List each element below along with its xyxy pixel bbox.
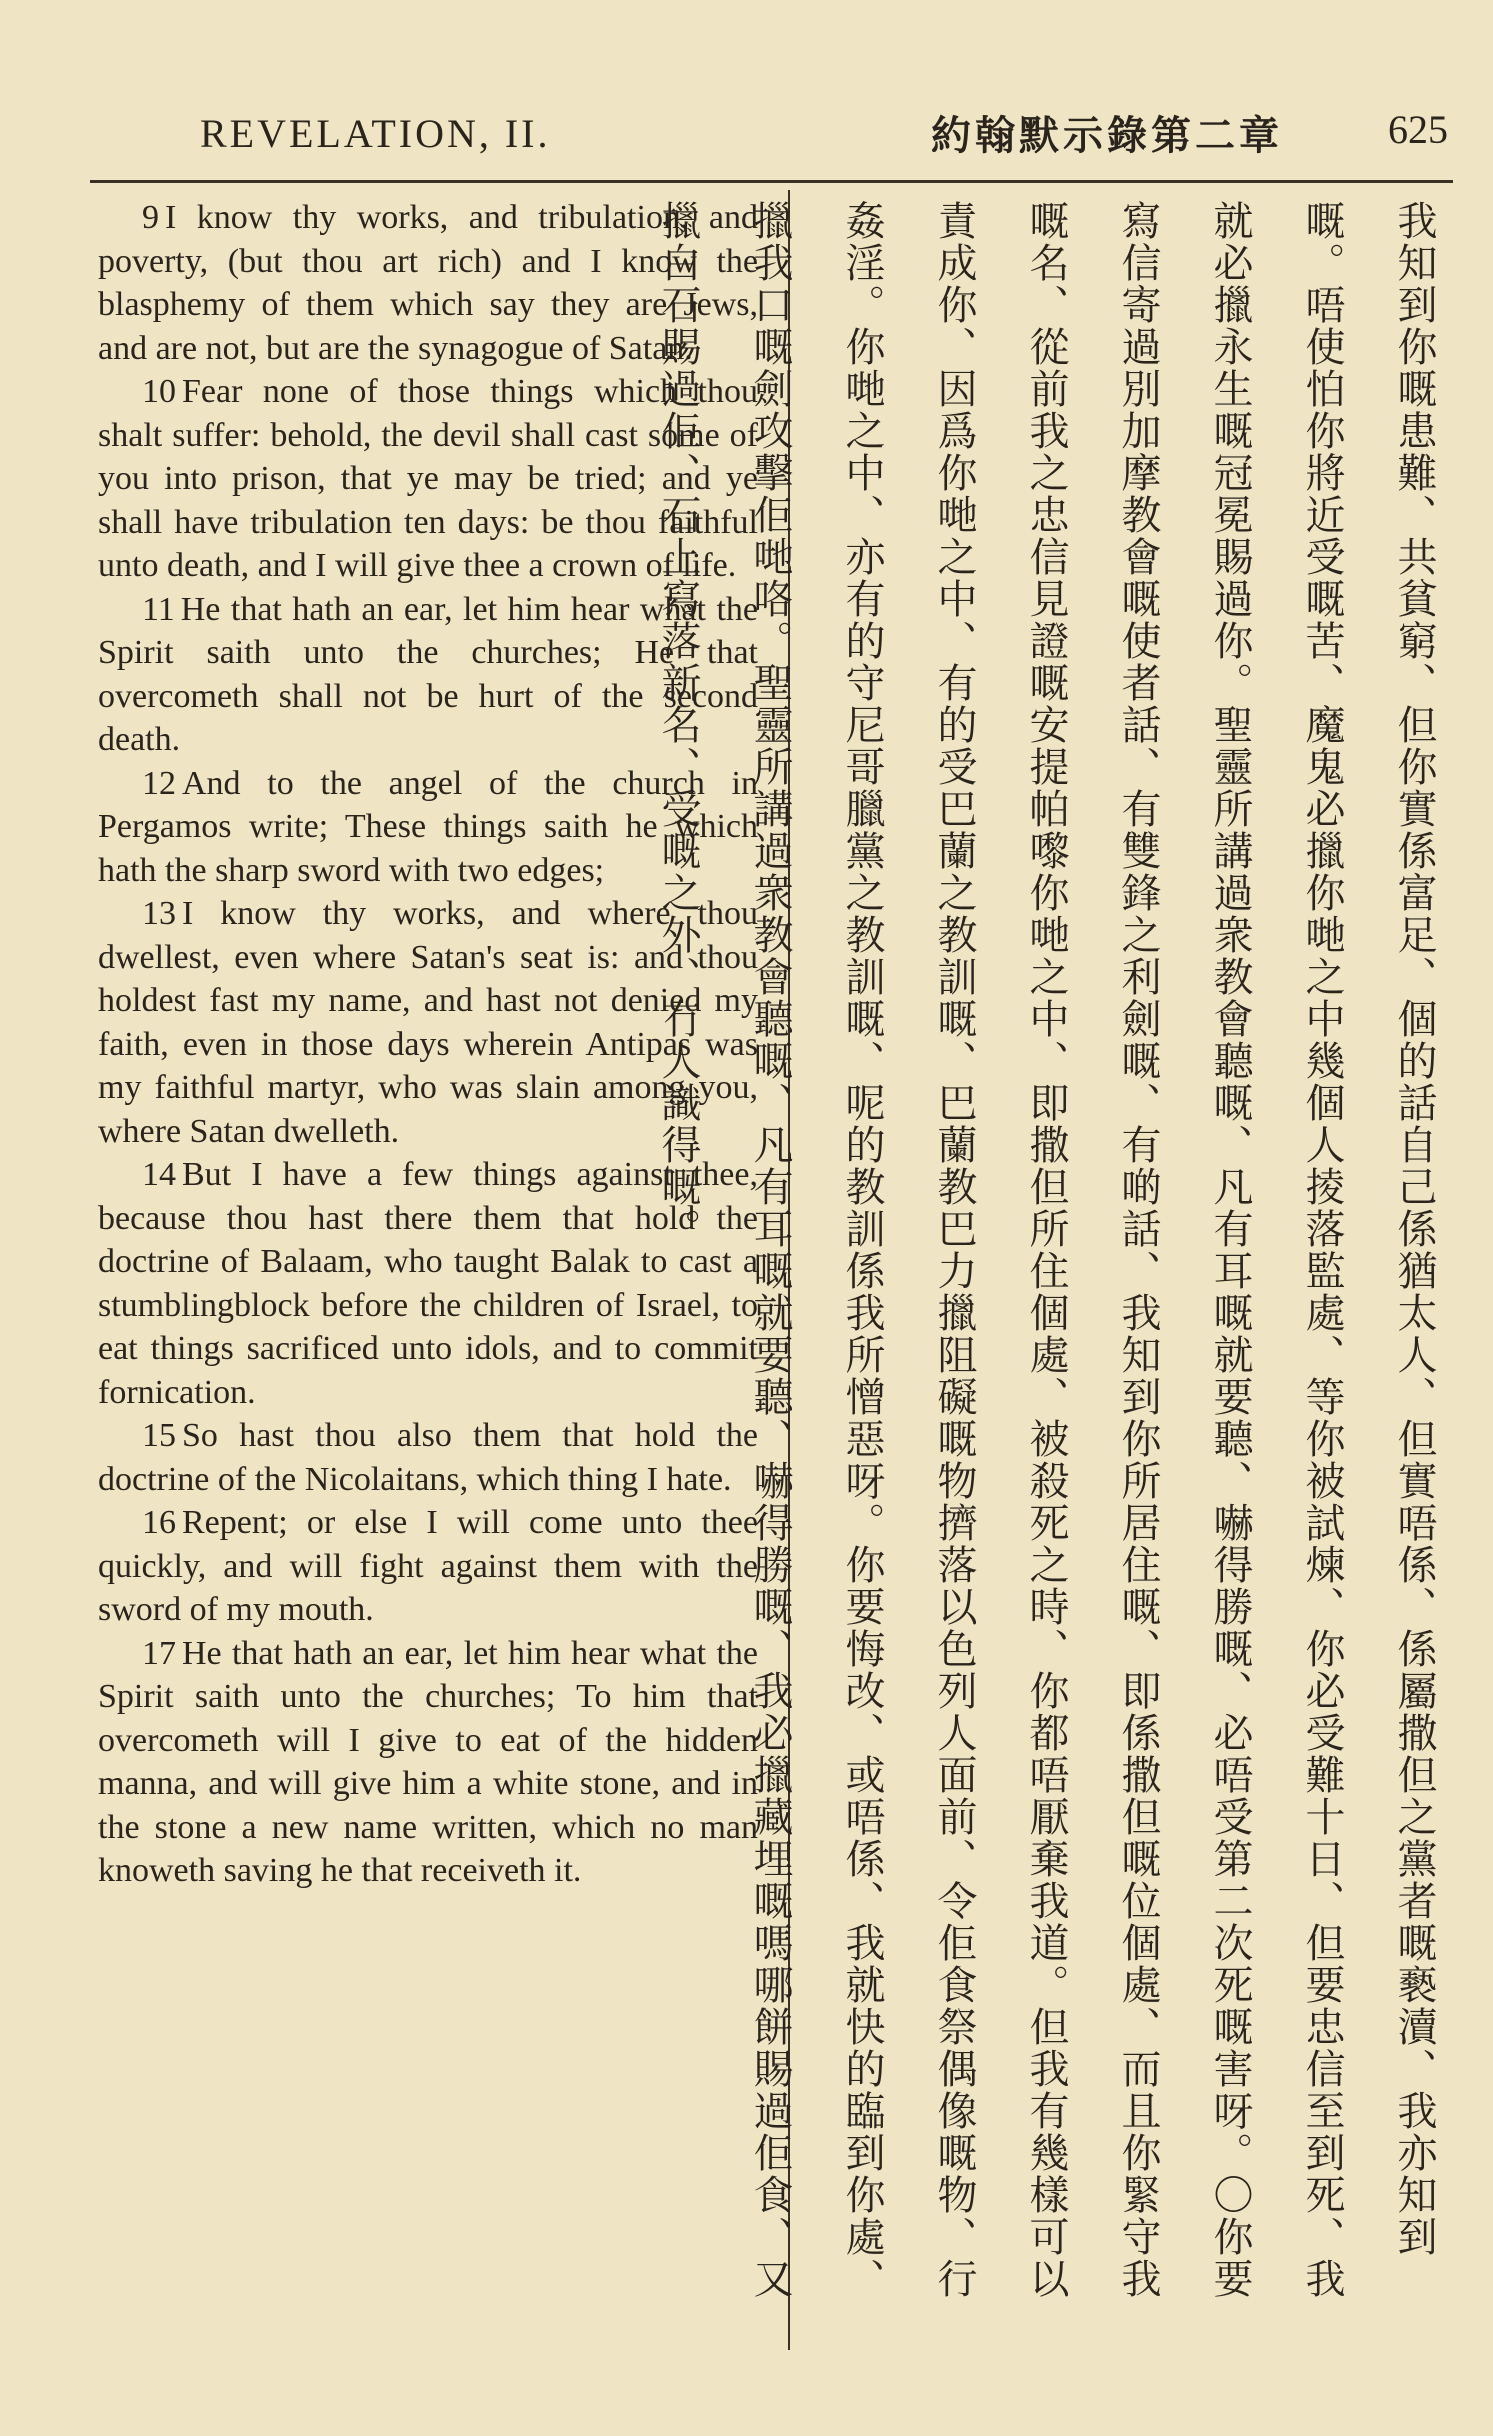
- verse-text: He that hath an ear, let him hear what the Spirit saith unto the churches; To him that overcometh will I give to eat of the hidden manna, and will give him a white stone, and in the stone a new name written, which no man knoweth saving he that receiveth it.: [98, 1634, 758, 1889]
- verse-number: 13: [142, 895, 176, 932]
- verse-text: But I have a few things against thee, because thou hast there them that hold the doctrine of Balaam, who taught Balak to cast a stumblingblock before the children of Israel, to eat things sacrificed unto idols, and to commit fornication.: [98, 1156, 758, 1411]
- verse-text: I know thy works, and where thou dwellest, even where Satan's seat is: and thou holdest fast my name, and hast not denied my faith, even in those days wherein Antipas was my faithful martyr, who was slain among you, where Satan dwelleth.: [98, 895, 758, 1150]
- verse-17: [98, 1632, 758, 1893]
- verse-number: 17: [142, 1634, 176, 1672]
- verse-text: I know thy works, and tribulation, and poverty, (but thou art rich) and I know the blasphemy of them which say they are Jews, and are not, but are the synagogue of Satan.: [98, 199, 758, 367]
- verse-15: [98, 1414, 758, 1501]
- verse-text: And to the angel of the church in Pergamos write; These things saith he which hath the sharp sword with two edges;: [98, 764, 758, 889]
- verse-number: 12: [142, 764, 176, 802]
- verse-16: [98, 1501, 758, 1632]
- chinese-column: [655, 200, 1460, 2350]
- page-number: 625: [1388, 107, 1448, 152]
- verse-number: 11: [142, 590, 175, 628]
- header-rule: [90, 180, 1453, 183]
- verse-text: Repent; or else I will come unto thee quickly, and will fight against them with the sword of my mouth.: [98, 1504, 758, 1628]
- chinese-chapter-title: 約翰默示錄第二章: [931, 113, 1283, 159]
- book-title: REVELATION, II.: [200, 111, 551, 156]
- verse-number: 16: [142, 1504, 176, 1541]
- chinese-verse-text: 我知到你嘅患難、共貧窮、但你實係富足、個的話自己係猶太人、但實唔係、係屬撒但之黨者嘅褻瀆、我亦知到嘅。唔使怕你將近受嘅苦、魔鬼必擸你哋之中幾個人掕落監處、等你被試煉、你必受難十日、但要忠信至到死、我就必擸永生嘅冠冕賜過你。聖靈所講過衆教會聽嘅、凡有耳嘅就要聽、嚇得勝嘅、必唔受第二次死嘅害呀。〇你要寫信寄過別加摩教會嘅使者話、有雙鋒之利劍嘅、有啲話、我知到你所居住嘅、即係撒但嘅位個處、而且你緊守我嘅名、從前我之忠信見證嘅安提帕嚟你哋之中、即撒但所住個處、被殺死之時、你都唔厭棄我道。但我有幾樣可以責成你、因爲你哋之中、有的受巴蘭之教訓嘅、巴蘭教巴力擸阻礙嘅物擠落以色列人面前、令佢食祭偶像嘅物、行姦淫。你哋之中、亦有的守尼哥臘黨之教訓嘅、呢的教訓係我所憎惡呀。你要悔改、或唔係、我就快的臨到你處、擸我口嘅劍攻擊佢哋咯。聖靈所講過衆教會聽嘅、凡有耳嘅就要聽、嚇得勝嘅、我必擸藏埋嘅嗎哪餅賜過佢食、又擸白石賜過佢、石上寫落新名、受嘅之外、冇人識得嘅。: [655, 200, 1437, 2300]
- verse-text: He that hath an ear, let him hear what the Spirit saith unto the churches; He that overcometh shall not be hurt of the second death.: [98, 590, 758, 758]
- verse-number: 10: [142, 373, 176, 410]
- verse-text: So hast thou also them that hold the doctrine of the Nicolaitans, which thing I hate.: [98, 1417, 758, 1498]
- verse-number: 9: [142, 199, 159, 236]
- verse-number: 15: [142, 1417, 176, 1454]
- verse-number: 14: [142, 1156, 176, 1193]
- verse-text: Fear none of those things which thou shalt suffer: behold, the devil shall cast some of you into prison, that ye may be tried; and ye shall have tribulation ten days: be thou faithful unto death, and I will give thee a crown of life.: [98, 373, 758, 584]
